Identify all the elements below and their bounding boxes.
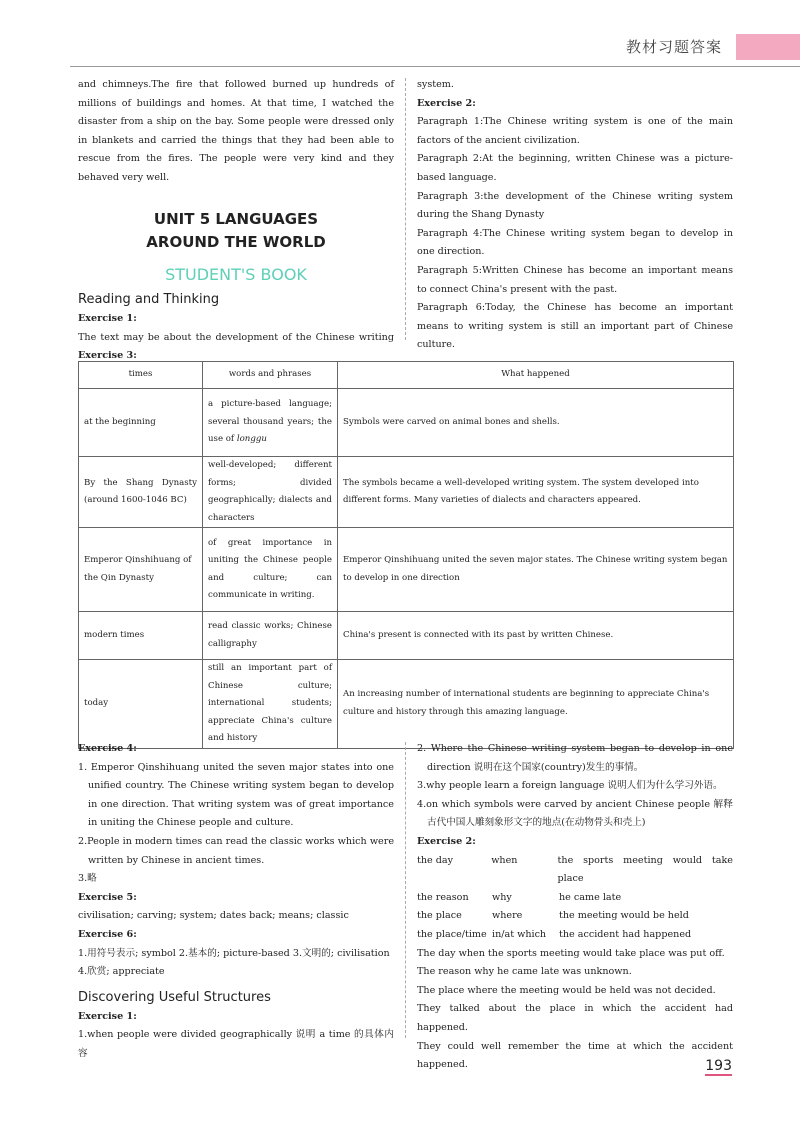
ex2-cell: the place/time (417, 928, 487, 940)
ex2-cell: he came late (559, 891, 622, 903)
discover-ex1-item: 2. Where the Chinese writing system began to develop in one direction 说明在这个国家(country)发生的事情。 (417, 743, 733, 773)
reading-heading: Reading and Thinking (78, 292, 220, 308)
table-row (79, 389, 734, 457)
reading-ex1-text: The text may be about the development of the Chinese writing (78, 331, 394, 343)
ex2-sentence: The place where the meeting would be held was not decided. (417, 984, 716, 996)
ex2-cell: the place (417, 910, 462, 922)
ex2-table-row (417, 926, 733, 945)
reading-ex3-label: Exercise 3: (78, 350, 137, 362)
table-cell-words: a picture-based language; several thousand years; the use of longgu (203, 389, 338, 457)
table-cell-what: An increasing number of international students are beginning to appreciate China's culture and history through this amazing language. (338, 660, 734, 749)
upper-left-column (78, 76, 394, 366)
discover-ex2-label: Exercise 2: (417, 835, 476, 847)
table-cell-what: China's present is connected with its past by written Chinese. (338, 612, 734, 660)
ex4-item: 2.People in modern times can read the classic works which were written by Chinese in ancient times. (78, 835, 394, 866)
reading-ex1-label: Exercise 1: (78, 313, 137, 325)
ex2-sentence: They could well remember the time at which the accident happened. (417, 1040, 733, 1071)
ex2-cell: when (491, 854, 518, 866)
table-row (79, 457, 734, 528)
table-cell-time: at the beginning (79, 389, 203, 457)
students-book-subtitle: STUDENT'S BOOK (165, 264, 307, 284)
paragraph-item: Paragraph 6:Today, the Chinese has become an important means to writing system is still an important part of Chinese culture. (417, 302, 733, 351)
table-header: What happened (338, 362, 734, 389)
ex4-item: 1. Emperor Qinshihuang united the seven major states into one unified country. The Chinese writing system began to develop in one direction. That writing system was of great importance in uniting the Chinese people and culture. (78, 761, 394, 829)
table-header-row (79, 362, 734, 389)
ex2-table-row (417, 852, 733, 889)
table-cell-words: read classic works; Chinese calligraphy (203, 612, 338, 660)
ex6-label: Exercise 6: (78, 928, 137, 940)
header-accent-tab (736, 34, 800, 60)
ex4-label: Exercise 4: (78, 743, 137, 754)
discover-ex1-item: 4.on which symbols were carved by ancient Chinese people 解释古代中国人雕刻象形文字的地点(在动物骨头和壳上) (417, 798, 733, 829)
unit-title-line2: AROUND THE WORLD (146, 232, 326, 251)
table-cell-words: well-developed; different forms; divided geographically; dialects and characters (203, 457, 338, 528)
ex2-sentence: They talked about the place in which the accident had happened. (417, 1003, 733, 1033)
discover-ex1-item: 1.when people were divided geographically 说明 a time 的具体内容 (78, 1029, 394, 1059)
column-divider-top (405, 78, 406, 340)
table-cell-what: Emperor Qinshihuang united the seven major states. The Chinese writing system began to develop in one direction (338, 528, 734, 612)
ex2-cell: in/at which (492, 928, 547, 940)
ex2-cell: the reason (417, 891, 469, 903)
ex2-cell: the sports meeting would take place (557, 854, 733, 885)
lower-right-column (417, 740, 733, 1075)
table-cell-time: today (79, 660, 203, 749)
ex2-sentence: The reason why he came late was unknown. (417, 966, 632, 978)
paragraph-item: Paragraph 1:The Chinese writing system is one of the main factors of the ancient civilization. (417, 116, 733, 146)
table-row (79, 612, 734, 660)
table-cell-time: By the Shang Dynasty (around 1600-1046 BC) (79, 457, 203, 528)
page-number: 193 (705, 1058, 732, 1074)
ex2-cell: where (492, 910, 523, 922)
table-header: times (79, 362, 203, 389)
ex2-table-row (417, 907, 733, 926)
lower-left-column (78, 740, 394, 1064)
table-row (79, 660, 734, 749)
table-cell-time: modern times (79, 612, 203, 660)
ex2-cell: the day (417, 854, 454, 866)
discover-ex1-item: 3.why people learn a foreign language 说明人们为什么学习外语。 (417, 780, 723, 792)
ex2-table-row (417, 889, 733, 908)
discover-ex1-label: Exercise 1: (78, 1010, 137, 1022)
table-cell-words: still an important part of Chinese culture; international students; appreciate China's culture and history (203, 660, 338, 749)
table-cell-what: The symbols became a well-developed writing system. The system developed into different forms. Many varieties of dialects and characters appeared. (338, 457, 734, 528)
paragraph-item: Paragraph 3:the development of the Chinese writing system during the Shang Dynasty (417, 190, 733, 221)
ex6-text: 1.用符号表示; symbol 2.基本的; picture-based 3.文明的; civilisation 4.欣赏; appreciate (78, 947, 390, 978)
reading-ex1-continued: system. (417, 79, 454, 90)
ex2-cell: the meeting would be held (559, 910, 689, 922)
ex2-cell: the accident had happened (559, 928, 692, 940)
ex4-item: 3.略 (78, 873, 97, 885)
header-title: 教材习题答案 (625, 38, 722, 56)
ex5-label: Exercise 5: (78, 891, 137, 903)
table-header: words and phrases (203, 362, 338, 389)
column-divider-bottom (405, 742, 406, 1038)
table-cell-words: of great importance in uniting the Chinese people and culture; can communicate in writing. (203, 528, 338, 612)
left-top-paragraph: and chimneys.The fire that followed burned up hundreds of millions of buildings and homes. At that time, I watched the disaster from a ship on the bay. Some people were dressed only in blankets and carried the things that they had been able to rescue from the fires. The people were very kind and they behaved very well. (78, 79, 394, 183)
ex2-sentence: The day when the sports meeting would take place was put off. (417, 947, 725, 959)
ex5-text: civilisation; carving; system; dates back; means; classic (78, 910, 349, 922)
italic-term: longgu (236, 434, 267, 445)
exercise3-table (78, 361, 734, 749)
header-rule (70, 66, 800, 67)
paragraph-item: Paragraph 5:Written Chinese has become an important means to connect China's present with the past. (417, 264, 733, 295)
upper-right-column (417, 76, 733, 355)
discover-heading: Discovering Useful Structures (78, 989, 271, 1005)
paragraph-item: Paragraph 4:The Chinese writing system began to develop in one direction. (417, 227, 733, 258)
table-cell-what: Symbols were carved on animal bones and shells. (338, 389, 734, 457)
reading-ex2-label: Exercise 2: (417, 97, 476, 109)
ex2-cell: why (492, 891, 512, 903)
paragraph-item: Paragraph 2:At the beginning, written Chinese was a picture-based language. (417, 153, 733, 183)
table-row (79, 528, 734, 612)
table-cell-time: Emperor Qinshihuang of the Qin Dynasty (79, 528, 203, 612)
unit-title-line1: UNIT 5 LANGUAGES (153, 209, 319, 228)
